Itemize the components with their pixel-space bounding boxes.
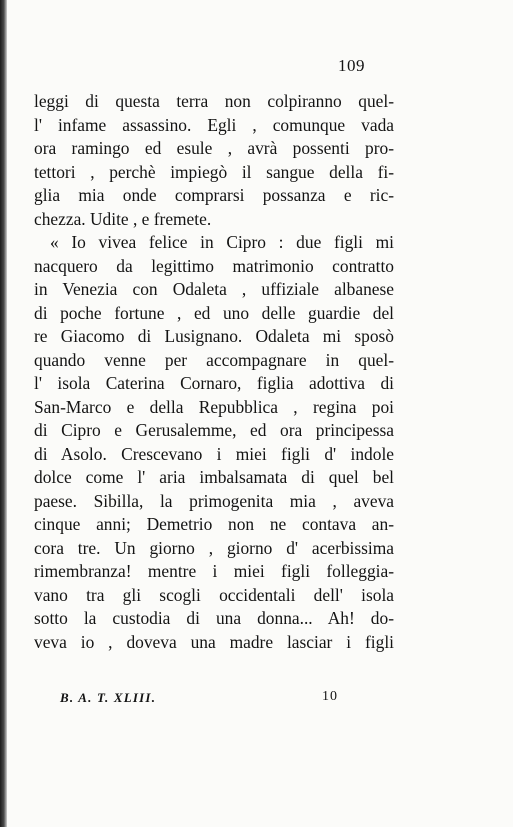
printer-signature: B. A. T. XLIII.: [60, 690, 157, 705]
text-line-10: di poche fortune , ed uno delle guardie del: [34, 302, 394, 323]
text-line-7: « Io vivea felice in Cipro : due figli mi: [50, 232, 394, 252]
text-line-22: vano tra gli scogli occidentali dell' isola: [34, 584, 394, 605]
text-line-20: cora tre. Un giorno , giorno d' acerbissima: [34, 537, 394, 558]
text-line-24: veva io , doveva una madre lasciar i figli: [34, 631, 394, 652]
text-line-5: glia mia onde comprarsi possanza e ric-: [34, 185, 394, 205]
text-line-3: ora ramingo ed esule , avrà possenti pro-: [34, 138, 394, 158]
body-text: [34, 90, 394, 654]
text-line-15: di Cipro e Gerusalemme, ed ora principessa: [34, 420, 394, 440]
text-line-11: re Giacomo di Lusignano. Odaleta mi sposò: [34, 326, 394, 346]
text-line-8: nacquero da legittimo matrimonio contratto: [34, 255, 394, 276]
text-line-9: in Venezia con Odaleta , uffiziale albanese: [34, 279, 394, 299]
text-line-2: l' infame assassino. Egli , comunque vada: [34, 114, 394, 135]
text-line-17: dolce come l' aria imbalsamata di quel bel: [34, 467, 394, 487]
page-number: 109: [338, 56, 365, 75]
gathering-number: 10: [322, 689, 338, 704]
text-line-23: sotto la custodia di una donna... Ah! do-: [34, 608, 394, 628]
text-line-21: rimembranza! mentre i miei figli folleggia-: [34, 561, 394, 581]
text-line-6: chezza. Udite , e fremete.: [34, 208, 212, 229]
text-line-14: San-Marco e della Repubblica , regina poi: [34, 396, 394, 417]
text-line-16: di Asolo. Crescevano i miei figli d' indole: [34, 443, 394, 464]
binding-shadow: [0, 0, 7, 827]
text-line-1: leggi di questa terra non colpiranno quel-: [34, 91, 394, 111]
text-line-19: cinque anni; Demetrio non ne contava an-: [34, 514, 394, 534]
text-line-12: quando venne per accompagnare in quel-: [34, 349, 394, 370]
text-line-18: paese. Sibilla, la primogenita mia , aveva: [34, 490, 394, 511]
text-line-4: tettori , perchè impiegò il sangue della fi-: [34, 161, 394, 182]
text-line-13: l' isola Caterina Cornaro, figlia adottiva di: [34, 373, 394, 393]
